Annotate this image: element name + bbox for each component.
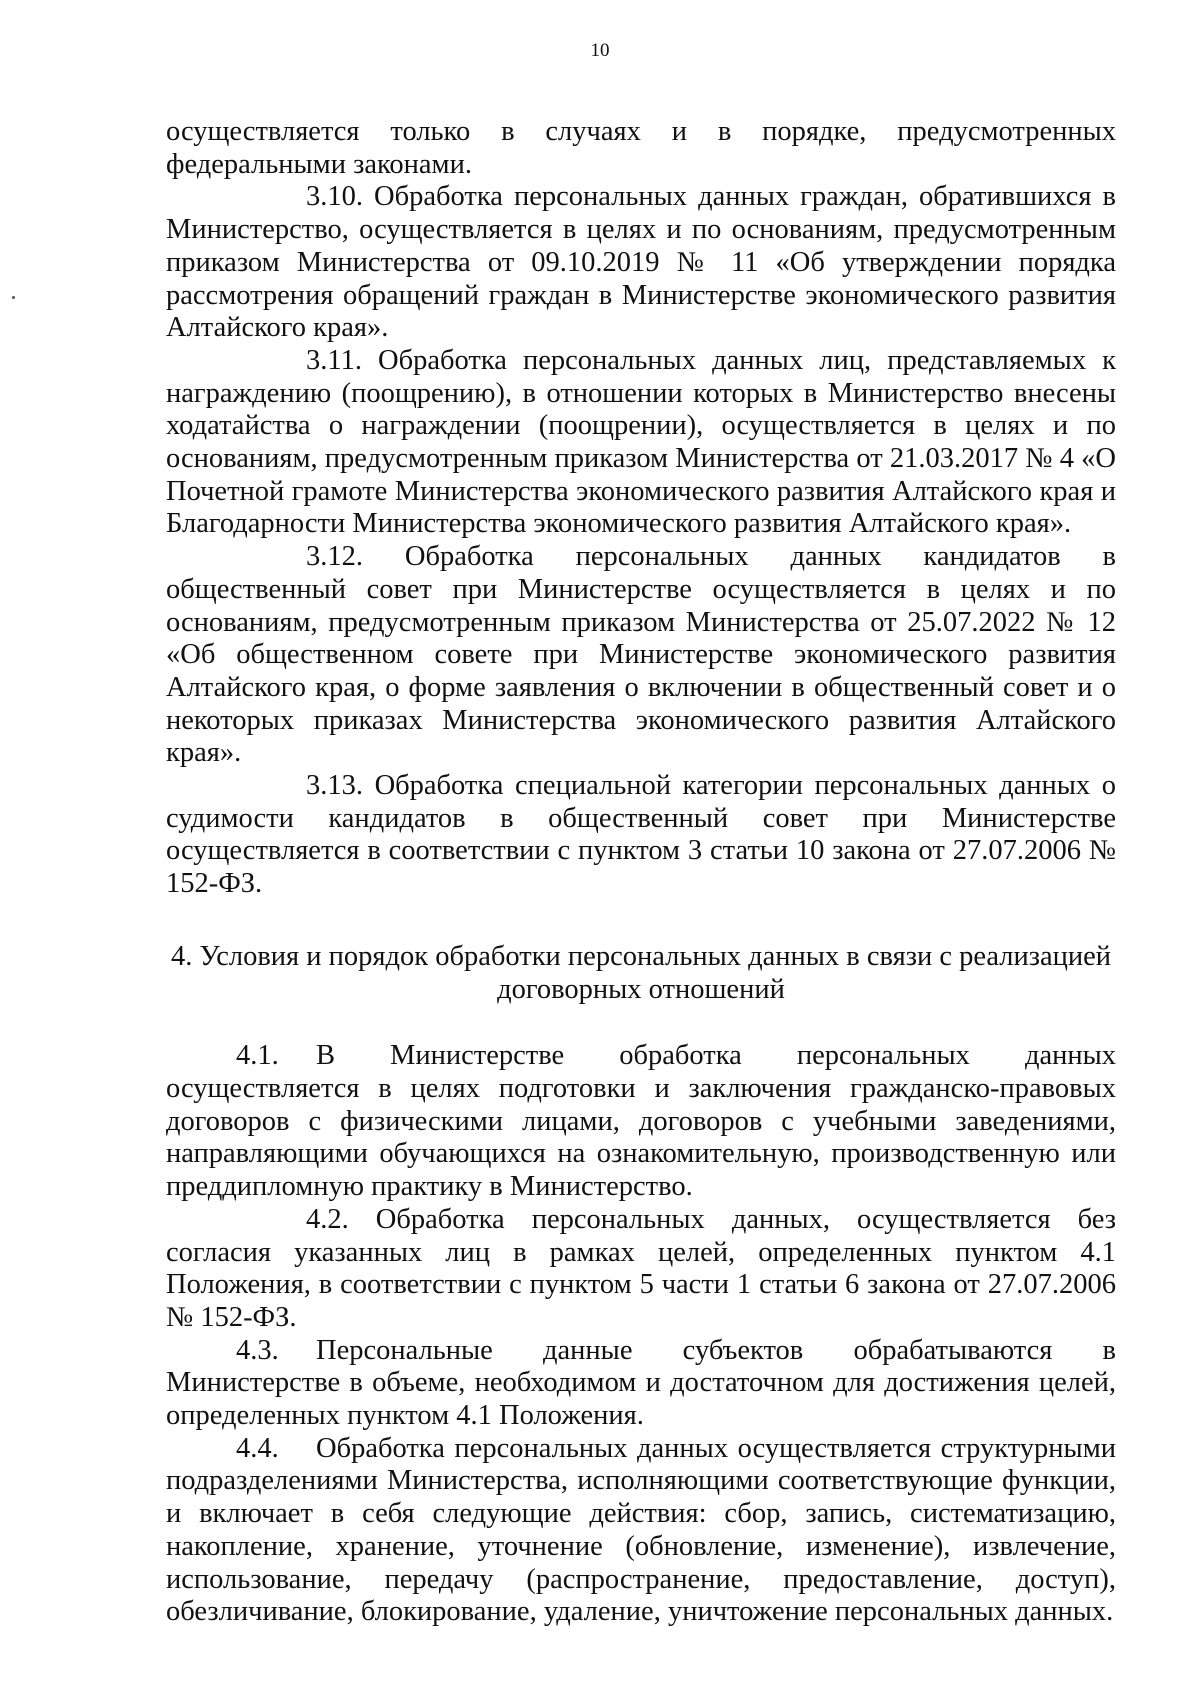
scan-speck [12,296,15,299]
paragraph-text: Обработка персональных данных, осуществляется без согласия указанных лиц в рамках целей, определенных пунктом 4.1 Положения, в соответствии с пунктом 5 части 1 статьи 6 закона от 27.07.2006 № 152-ФЗ. [166,1203,1116,1333]
paragraph-number: 4.3. [236,1334,279,1366]
document-body [166,116,1116,1629]
paragraph-3-13 [166,770,1116,901]
paragraph-text: В Министерстве обработка персональных данных осуществляется в целях подготовки и заключения гражданско-правовых договоров с физическими лицами, договоров с учебными заведениями, направляющими обучающихся на ознакомительную, производственную или преддипломную практику в Министерство. [166,1040,1116,1203]
paragraph-number: 4.2. [306,1203,349,1235]
paragraph-text: Персональные данные субъектов обрабатываются в Министерстве в объеме, необходимом и достаточном для достижения целей, определенных пунктом 4.1 Положения. [166,1334,1116,1432]
paragraph-number: 4.4. [236,1432,279,1464]
paragraph-text: Обработка персональных данных лиц, представляемых к награждению (поощрению), в отношении которых в Министерство внесены ходатайства о награждении (поощрении), осуществляется в целях и по основаниям, предусмотренным приказом Министерства от 21.03.2017 № 4 «О Почетной грамоте Министерства экономического развития Алтайского края и Благодарности Министерства экономического развития Алтайского края». [166,344,1116,540]
paragraph-3-11 [166,345,1116,541]
paragraph-4-3 [166,1335,1116,1433]
paragraph-text: Обработка специальной категории персональных данных о судимости кандидатов в общественный совет при Министерстве осуществляется в соответствии с пунктом 3 статьи 10 закона от 27.07.2006 № 152-ФЗ. [166,770,1117,900]
page-number: 10 [590,40,610,61]
paragraph-number: 3.13. [306,770,363,802]
paragraph-4-4 [166,1433,1116,1629]
paragraph-3-10 [166,181,1116,345]
paragraph-text: осуществляется только в случаях и в порядке, предусмотренных федеральными законами. [166,116,1116,180]
paragraph-number: 3.12. [306,541,363,573]
paragraph-text: Обработка персональных данных кандидатов в общественный совет при Министерстве осуществляется в целях и по основаниям, предусмотренным приказом Министерства от 25.07.2022 № 12 «Об общественном совете при Министерстве экономического развития Алтайского края, о форме заявления о включении в общественный совет и о некоторых приказах Министерства экономического развития Алтайского края». [166,541,1116,769]
paragraph-text: Обработка персональных данных граждан, обратившихся в Министерство, осуществляется в целях и по основаниям, предусмотренным приказом Министерства от 09.10.2019 № 11 «Об утверждении порядка рассмотрения обращений граждан в Министерстве экономического развития Алтайского края». [166,181,1116,344]
paragraph-number: 3.11. [306,344,362,376]
paragraph-4-2 [166,1204,1116,1335]
paragraph-3-12 [166,541,1116,770]
paragraph-text: Обработка персональных данных осуществляется структурными подразделениями Министерства, исполняющими соответствующие функции, и включает в себя следующие действия: сбор, запись, систематизацию, накопление, хранение, уточнение (обновление, изменение), извлечение, использование, передачу (распространение, предоставление, доступ), обезличивание, блокирование, удаление, уничтожение персональных данных. [166,1432,1116,1628]
paragraph-number: 3.10. [306,181,363,213]
section-heading: 4. Условия и порядок обработки персональных данных в связи с реализацией договорных отношений [170,940,1112,1005]
paragraph-4-1 [166,1040,1116,1204]
paragraph-number: 4.1. [236,1040,279,1072]
paragraph-continuation [166,116,1116,181]
